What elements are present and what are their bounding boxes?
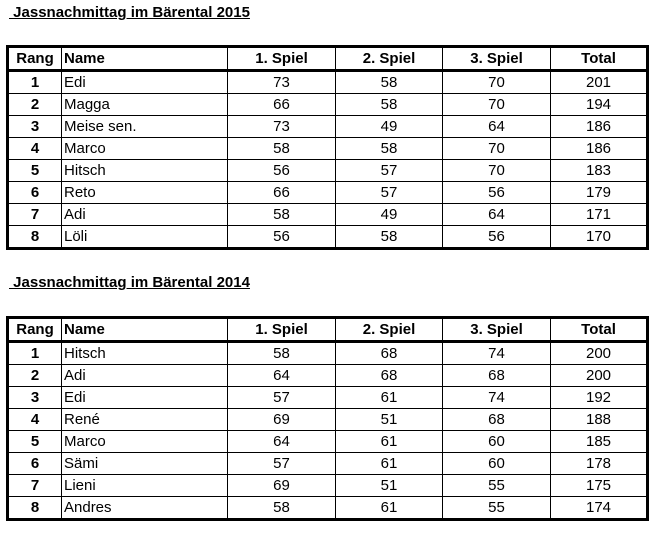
game2-score-cell: 51 — [336, 409, 443, 431]
game1-score-cell: 58 — [228, 497, 336, 520]
header-game3: 3. Spiel — [443, 318, 551, 342]
game1-score-cell: 58 — [228, 342, 336, 365]
game1-score-cell: 66 — [228, 94, 336, 116]
results-table-2015 — [6, 45, 649, 250]
game2-score-cell: 61 — [336, 453, 443, 475]
game1-score-cell: 57 — [228, 387, 336, 409]
rank-cell: 2 — [8, 365, 62, 387]
player-name-cell: Hitsch — [62, 160, 228, 182]
header-game1: 1. Spiel — [228, 318, 336, 342]
player-name-cell: Marco — [62, 138, 228, 160]
header-game1: 1. Spiel — [228, 47, 336, 71]
game3-score-cell: 68 — [443, 409, 551, 431]
total-score-cell: 185 — [551, 431, 648, 453]
rank-cell: 4 — [8, 409, 62, 431]
game3-score-cell: 74 — [443, 342, 551, 365]
total-score-cell: 200 — [551, 365, 648, 387]
total-score-cell: 186 — [551, 138, 648, 160]
game1-score-cell: 64 — [228, 365, 336, 387]
table-row — [8, 387, 648, 409]
total-score-cell: 192 — [551, 387, 648, 409]
rank-cell: 2 — [8, 94, 62, 116]
game2-score-cell: 68 — [336, 342, 443, 365]
rank-cell: 1 — [8, 71, 62, 94]
table-row — [8, 497, 648, 520]
header-row — [8, 318, 648, 342]
game3-score-cell: 70 — [443, 160, 551, 182]
header-game2: 2. Spiel — [336, 318, 443, 342]
player-name-cell: Magga — [62, 94, 228, 116]
game3-score-cell: 74 — [443, 387, 551, 409]
rank-cell: 3 — [8, 387, 62, 409]
player-name-cell: Reto — [62, 182, 228, 204]
player-name-cell: Adi — [62, 365, 228, 387]
game2-score-cell: 58 — [336, 138, 443, 160]
game3-score-cell: 70 — [443, 138, 551, 160]
game1-score-cell: 73 — [228, 71, 336, 94]
game3-score-cell: 70 — [443, 94, 551, 116]
game2-score-cell: 61 — [336, 431, 443, 453]
header-game2: 2. Spiel — [336, 47, 443, 71]
game3-score-cell: 64 — [443, 204, 551, 226]
header-total: Total — [551, 47, 648, 71]
total-score-cell: 170 — [551, 226, 648, 249]
total-score-cell: 183 — [551, 160, 648, 182]
total-score-cell: 179 — [551, 182, 648, 204]
table-row — [8, 71, 648, 94]
player-name-cell: Sämi — [62, 453, 228, 475]
header-name: Name — [62, 47, 228, 71]
game1-score-cell: 56 — [228, 160, 336, 182]
total-score-cell: 174 — [551, 497, 648, 520]
rank-cell: 8 — [8, 497, 62, 520]
game1-score-cell: 56 — [228, 226, 336, 249]
total-score-cell: 186 — [551, 116, 648, 138]
player-name-cell: Marco — [62, 431, 228, 453]
table-row — [8, 94, 648, 116]
game1-score-cell: 73 — [228, 116, 336, 138]
table-row — [8, 431, 648, 453]
game3-score-cell: 55 — [443, 497, 551, 520]
player-name-cell: Edi — [62, 71, 228, 94]
game1-score-cell: 69 — [228, 409, 336, 431]
player-name-cell: Edi — [62, 387, 228, 409]
rank-cell: 1 — [8, 342, 62, 365]
game2-score-cell: 58 — [336, 94, 443, 116]
total-score-cell: 201 — [551, 71, 648, 94]
total-score-cell: 171 — [551, 204, 648, 226]
header-row — [8, 47, 648, 71]
table-row — [8, 365, 648, 387]
rank-cell: 7 — [8, 204, 62, 226]
game3-score-cell: 60 — [443, 431, 551, 453]
table-row — [8, 342, 648, 365]
total-score-cell: 200 — [551, 342, 648, 365]
table-row — [8, 160, 648, 182]
rank-cell: 4 — [8, 138, 62, 160]
game3-score-cell: 56 — [443, 226, 551, 249]
game3-score-cell: 64 — [443, 116, 551, 138]
rank-cell: 8 — [8, 226, 62, 249]
header-name: Name — [62, 318, 228, 342]
game2-score-cell: 68 — [336, 365, 443, 387]
game2-score-cell: 49 — [336, 204, 443, 226]
rank-cell: 3 — [8, 116, 62, 138]
results-table-2014 — [6, 316, 649, 521]
rank-cell: 6 — [8, 453, 62, 475]
table-row — [8, 453, 648, 475]
table-row — [8, 409, 648, 431]
table-row — [8, 138, 648, 160]
player-name-cell: Andres — [62, 497, 228, 520]
rank-cell: 6 — [8, 182, 62, 204]
total-score-cell: 178 — [551, 453, 648, 475]
total-score-cell: 188 — [551, 409, 648, 431]
player-name-cell: Hitsch — [62, 342, 228, 365]
player-name-cell: Lieni — [62, 475, 228, 497]
rank-cell: 5 — [8, 160, 62, 182]
game1-score-cell: 57 — [228, 453, 336, 475]
table-title-2014: Jassnachmittag im Bärental 2014 — [9, 274, 250, 291]
game1-score-cell: 64 — [228, 431, 336, 453]
table-row — [8, 182, 648, 204]
game2-score-cell: 58 — [336, 71, 443, 94]
table-title-2015: Jassnachmittag im Bärental 2015 — [9, 4, 250, 21]
game1-score-cell: 69 — [228, 475, 336, 497]
game3-score-cell: 56 — [443, 182, 551, 204]
game2-score-cell: 57 — [336, 182, 443, 204]
player-name-cell: Löli — [62, 226, 228, 249]
game2-score-cell: 61 — [336, 387, 443, 409]
game2-score-cell: 51 — [336, 475, 443, 497]
game2-score-cell: 57 — [336, 160, 443, 182]
table-row — [8, 226, 648, 249]
game2-score-cell: 49 — [336, 116, 443, 138]
game3-score-cell: 60 — [443, 453, 551, 475]
player-name-cell: Adi — [62, 204, 228, 226]
player-name-cell: Meise sen. — [62, 116, 228, 138]
total-score-cell: 175 — [551, 475, 648, 497]
game1-score-cell: 58 — [228, 138, 336, 160]
table-row — [8, 204, 648, 226]
header-total: Total — [551, 318, 648, 342]
table-row — [8, 116, 648, 138]
game3-score-cell: 68 — [443, 365, 551, 387]
game1-score-cell: 58 — [228, 204, 336, 226]
header-rank: Rang — [8, 318, 62, 342]
game2-score-cell: 61 — [336, 497, 443, 520]
player-name-cell: René — [62, 409, 228, 431]
header-game3: 3. Spiel — [443, 47, 551, 71]
rank-cell: 5 — [8, 431, 62, 453]
game1-score-cell: 66 — [228, 182, 336, 204]
game2-score-cell: 58 — [336, 226, 443, 249]
header-rank: Rang — [8, 47, 62, 71]
table-row — [8, 475, 648, 497]
total-score-cell: 194 — [551, 94, 648, 116]
game3-score-cell: 55 — [443, 475, 551, 497]
rank-cell: 7 — [8, 475, 62, 497]
game3-score-cell: 70 — [443, 71, 551, 94]
